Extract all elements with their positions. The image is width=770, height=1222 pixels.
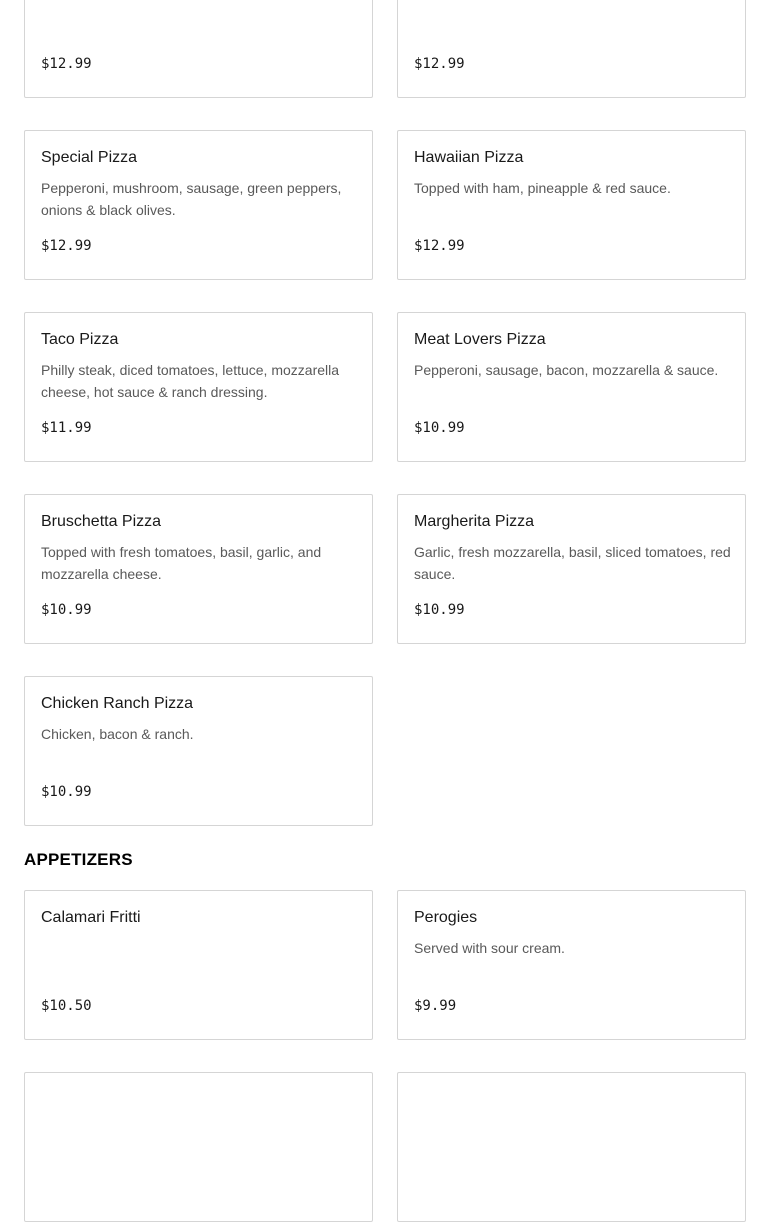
- item-price: $10.50: [41, 998, 92, 1014]
- menu-item-card[interactable]: [397, 0, 746, 98]
- menu-item-card[interactable]: [24, 312, 373, 462]
- item-name: Special Pizza: [41, 149, 138, 166]
- menu-item-card[interactable]: [24, 130, 373, 280]
- item-price: $9.99: [414, 998, 457, 1014]
- item-description: Garlic, fresh mozzarella, basil, sliced tomatoes, red sauce.: [414, 544, 731, 582]
- item-description: Pepperoni, sausage, bacon, mozzarella & sauce.: [414, 362, 719, 378]
- item-name: Meat Lovers Pizza: [414, 331, 546, 348]
- menu-item-card[interactable]: [397, 130, 746, 280]
- item-price: $12.99: [414, 56, 465, 72]
- menu-item-card[interactable]: [24, 1072, 373, 1222]
- item-price: $10.99: [414, 602, 465, 618]
- item-price: $12.99: [414, 238, 465, 254]
- menu-item-card[interactable]: [397, 494, 746, 644]
- item-price: $11.99: [41, 420, 92, 436]
- item-description: Topped with ham, pineapple & red sauce.: [414, 180, 671, 196]
- item-price: $12.99: [41, 238, 92, 254]
- item-name: Perogies: [414, 909, 478, 926]
- item-name: Bruschetta Pizza: [41, 513, 162, 530]
- menu-item-card[interactable]: [24, 890, 373, 1040]
- item-description: Pepperoni, mushroom, sausage, green peppers, onions & black olives.: [41, 180, 342, 218]
- item-price: $10.99: [41, 602, 92, 618]
- item-description: Chicken, bacon & ranch.: [41, 726, 194, 742]
- item-description: Philly steak, diced tomatoes, lettuce, mozzarella cheese, hot sauce & ranch dressing.: [41, 362, 340, 400]
- item-name: Margherita Pizza: [414, 513, 535, 530]
- item-description: Topped with fresh tomatoes, basil, garlic, and mozzarella cheese.: [41, 544, 322, 582]
- menu-item-card[interactable]: [397, 312, 746, 462]
- item-price: $10.99: [414, 420, 465, 436]
- item-name: Taco Pizza: [41, 331, 119, 348]
- item-price: $10.99: [41, 784, 92, 800]
- item-name: Hawaiian Pizza: [414, 149, 524, 166]
- menu-item-card[interactable]: [24, 494, 373, 644]
- menu-item-card[interactable]: [397, 890, 746, 1040]
- menu-item-card[interactable]: [24, 0, 373, 98]
- section-title-appetizers: APPETIZERS: [24, 850, 133, 869]
- menu-item-card[interactable]: [24, 676, 373, 826]
- item-name: Chicken Ranch Pizza: [41, 695, 194, 712]
- item-name: Calamari Fritti: [41, 909, 141, 926]
- item-price: $12.99: [41, 56, 92, 72]
- menu-item-card[interactable]: [397, 1072, 746, 1222]
- item-description: Served with sour cream.: [414, 940, 565, 956]
